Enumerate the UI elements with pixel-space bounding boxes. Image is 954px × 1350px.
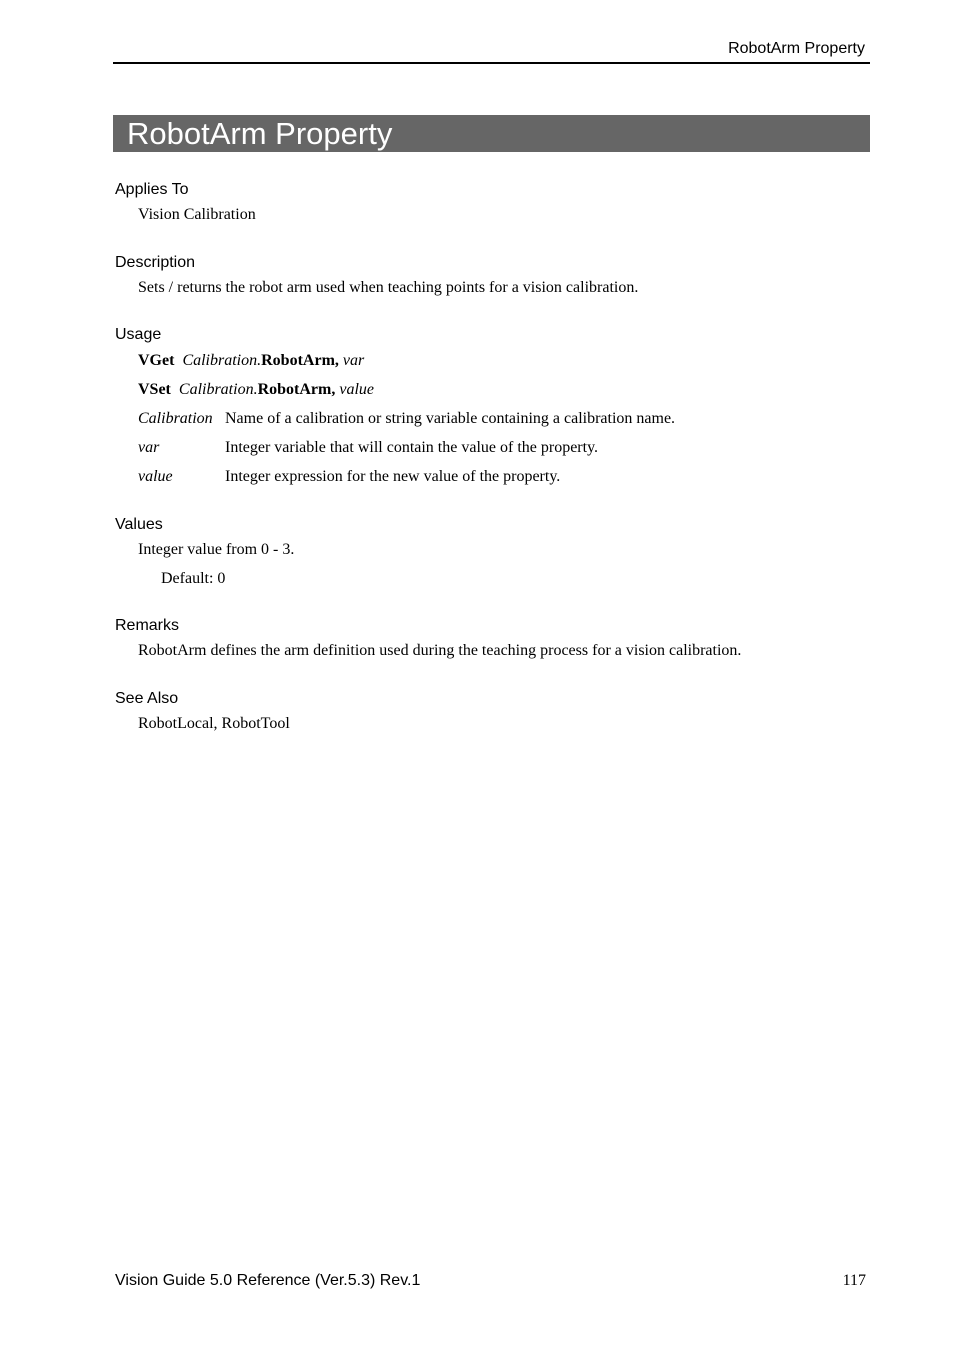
vget-property: RobotArm, [261, 352, 339, 369]
applies-to-heading: Applies To [115, 181, 189, 198]
param-name-calibration: Calibration [138, 410, 213, 427]
vget-arg: var [342, 352, 365, 369]
page-title: RobotArm Property [127, 116, 393, 151]
description-text: Sets / returns the robot arm used when teaching points for a vision calibration. [138, 279, 639, 296]
usage-vget-line [138, 351, 364, 371]
values-heading: Values [115, 516, 163, 533]
values-default: Default: 0 [161, 570, 226, 587]
values-text: Integer value from 0 - 3. [138, 541, 295, 558]
footer-doc-title: Vision Guide 5.0 Reference (Ver.5.3) Rev.1 [115, 1272, 421, 1289]
running-header [113, 40, 870, 64]
vset-arg: value [339, 381, 374, 398]
usage-vset-line [138, 380, 374, 400]
vget-object: Calibration. [182, 352, 262, 369]
title-bar [113, 115, 870, 152]
param-desc-value: Integer expression for the new value of the property. [225, 468, 561, 485]
param-desc-calibration: Name of a calibration or string variable containing a calibration name. [225, 410, 676, 427]
footer-page-number: 117 [842, 1272, 866, 1289]
vset-property: RobotArm, [257, 381, 336, 398]
see-also-heading: See Also [115, 690, 179, 707]
param-desc-var: Integer variable that will contain the value of the property. [225, 439, 599, 456]
see-also-text: RobotLocal, RobotTool [138, 715, 290, 732]
vset-object: Calibration. [178, 381, 258, 398]
description-heading: Description [115, 254, 196, 271]
remarks-text: RobotArm defines the arm definition used during the teaching process for a vision calibration. [138, 642, 742, 659]
applies-to-text: Vision Calibration [138, 206, 256, 223]
usage-heading: Usage [115, 326, 162, 343]
remarks-heading: Remarks [115, 617, 180, 634]
vget-keyword: VGet [138, 352, 175, 369]
vset-keyword: VSet [138, 381, 171, 398]
param-name-value: value [138, 468, 173, 485]
param-name-var: var [138, 439, 160, 456]
running-header-title: RobotArm Property [728, 40, 865, 57]
